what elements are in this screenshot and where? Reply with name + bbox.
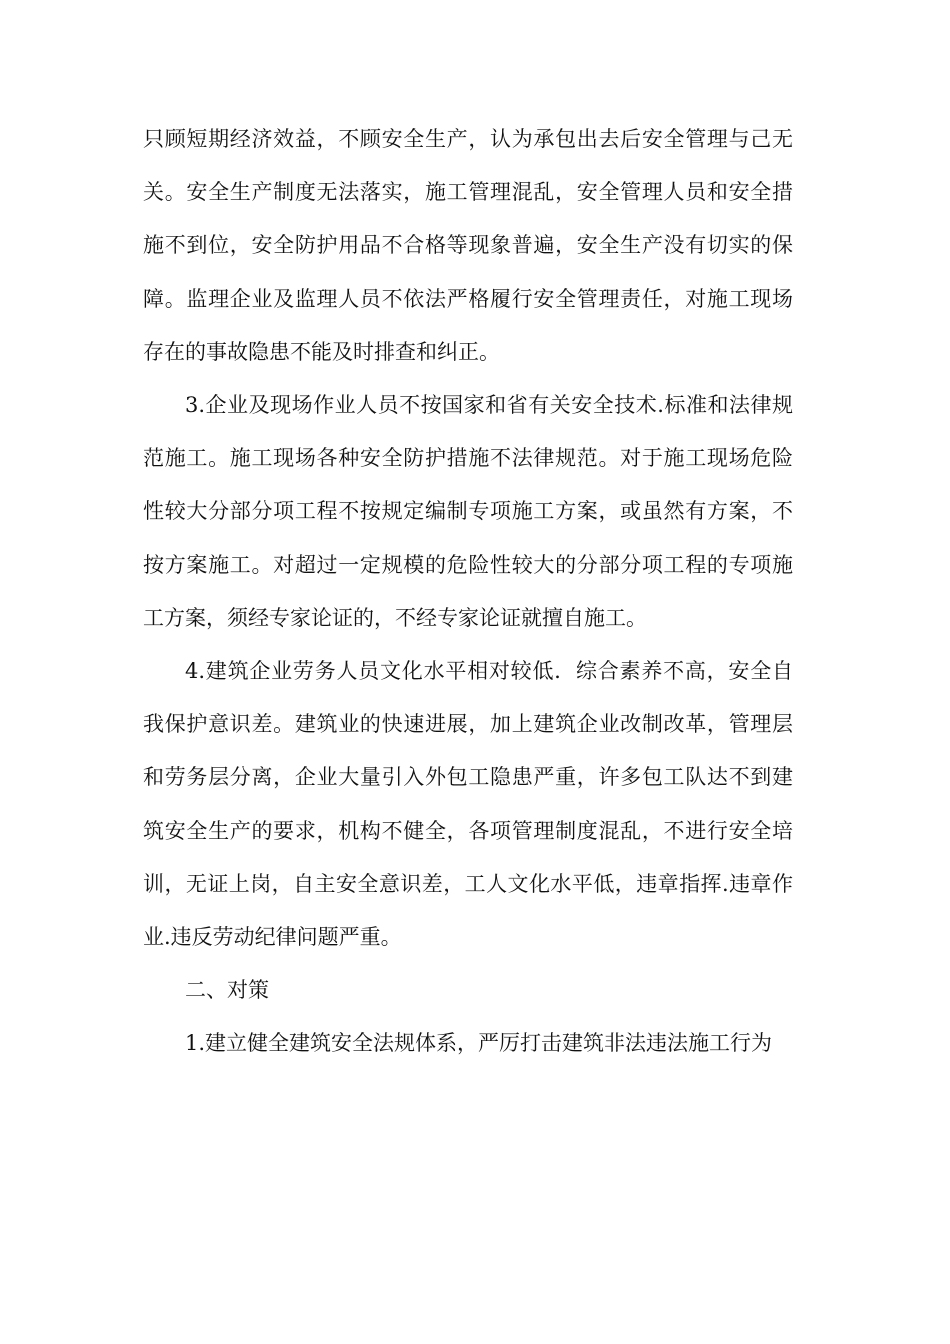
section-heading: 二、对策 [185, 978, 269, 1003]
paragraph-item-4: 4.建筑企业劳务人员文化水平相对较低．综合素养不高，安全自我保护意识差。建筑业的快速进展，加上建筑企业改制改革，管理层和劳务层分离，企业大量引入外包工隐患严重，许多包工队达不到建筑安全生产的要求，机构不健全，各项管理制度混乱，不进行安全培训，无证上岗，自主安全意识差，工人文化水平低，违章指挥.违章作业.违反劳动纪律问题严重。 [143, 659, 793, 950]
paragraph-continuation: 只顾短期经济效益，不顾安全生产，认为承包出去后安全管理与己无关。安全生产制度无法落实，施工管理混乱，安全管理人员和安全措施不到位，安全防护用品不合格等现象普遍，安全生产没有切实的保障。监理企业及监理人员不依法严格履行安全管理责任，对施工现场存在的事故隐患不能及时排查和纠正。 [143, 127, 793, 364]
paragraph-item-3: 3.企业及现场作业人员不按国家和省有关安全技术.标准和法律规范施工。施工现场各种安全防护措施不法律规范。对于施工现场危险性较大分部分项工程不按规定编制专项施工方案，或虽然有方案，不按方案施工。对超过一定规模的危险性较大的分部分项工程的专项施工方案，须经专家论证的，不经专家论证就擅自施工。 [143, 393, 793, 630]
paragraph-countermeasure-1: 1.建立健全建筑安全法规体系，严厉打击建筑非法违法施工行为 [185, 1031, 773, 1056]
document-body [143, 113, 793, 1071]
